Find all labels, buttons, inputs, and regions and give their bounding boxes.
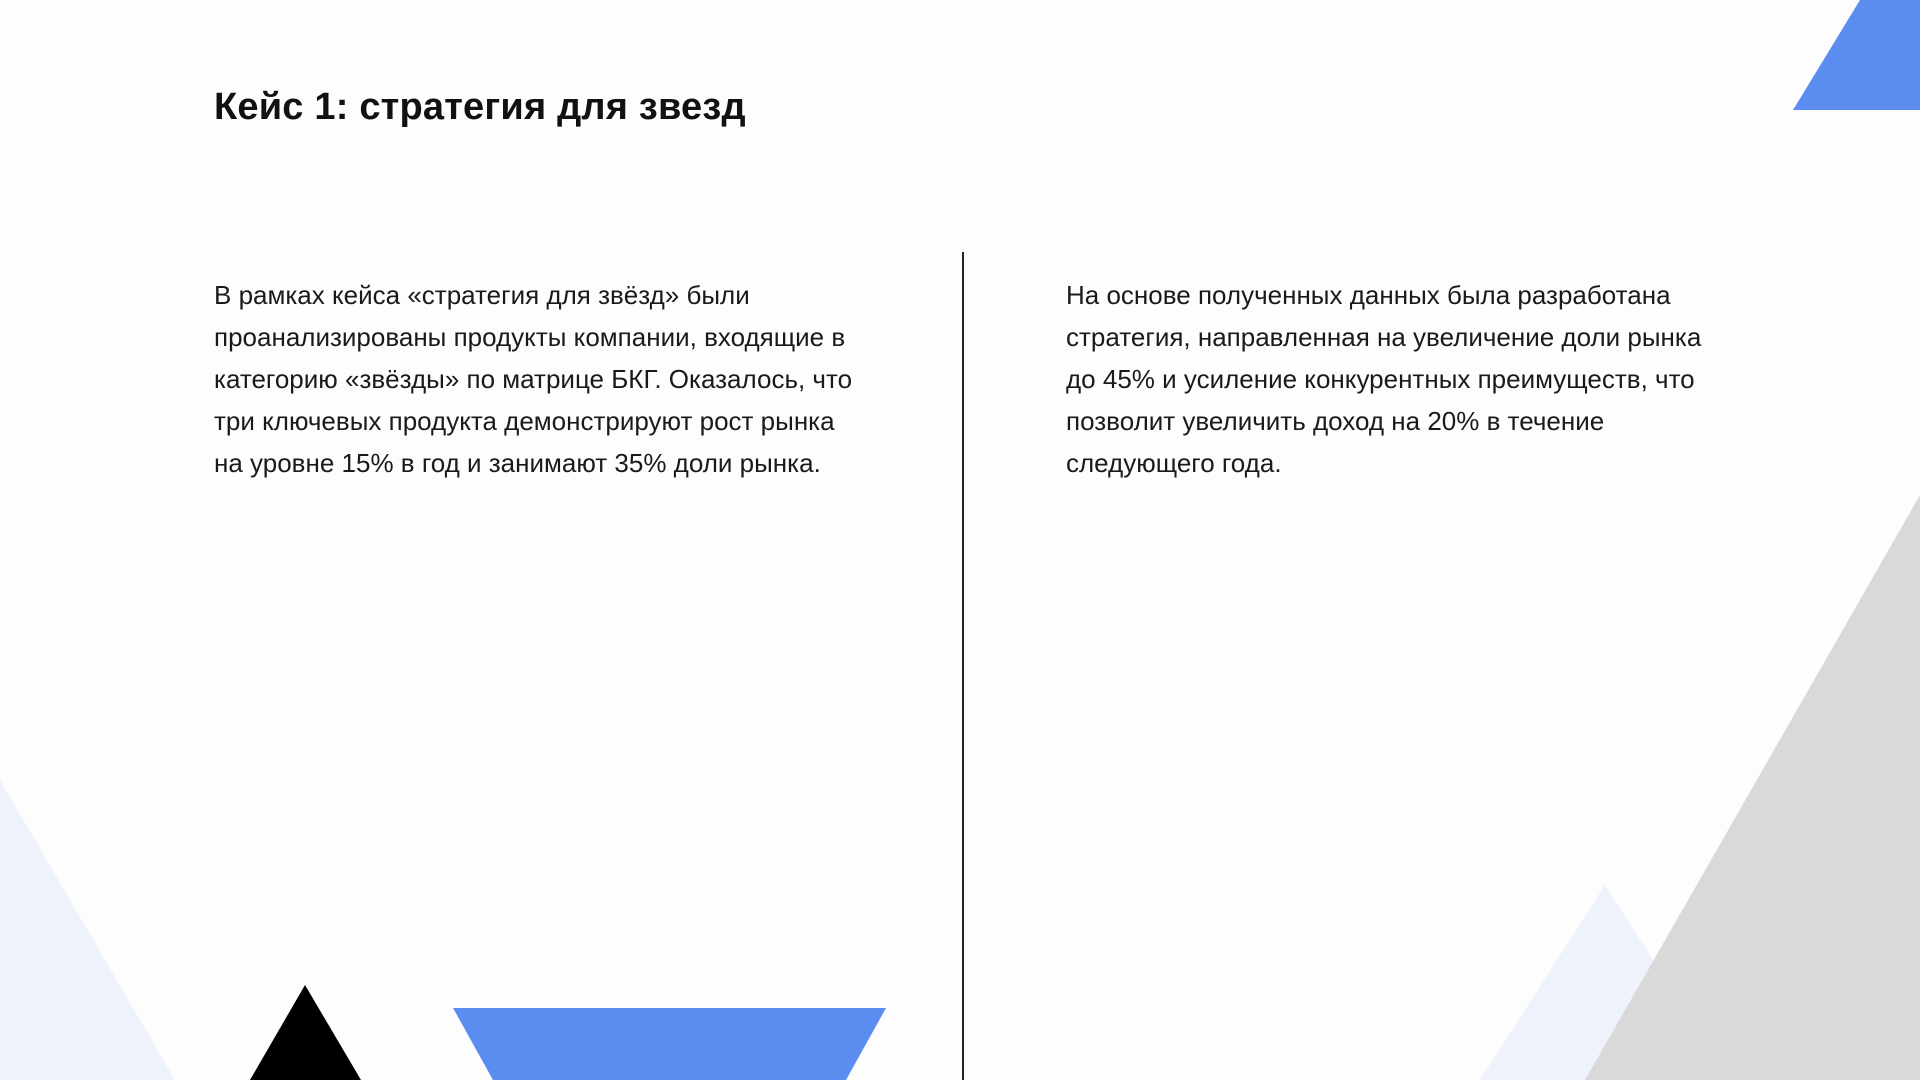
- blue-bottom-trapezoid: [453, 1008, 886, 1080]
- gray-right-parallelogram: [1585, 495, 1920, 1080]
- slide-title: Кейс 1: стратегия для звезд: [214, 86, 746, 128]
- column-divider: [962, 252, 964, 1080]
- black-bottom-triangle: [250, 985, 361, 1080]
- right-column-text: На основе полученных данных была разработана стратегия, направленная на увеличение доли рынка до 45% и усиление конкурентных преимуществ, что позволит увеличить доход на 20% в течение следующего года.: [1066, 280, 1702, 478]
- left-column-text: В рамках кейса «стратегия для звёзд» были проанализированы продукты компании, входящие в категорию «звёзды» по матрице БКГ. Оказалось, что три ключевых продукта демонстрируют рост рынка на уровне 15% в год и занимают 35% доли рынка.: [214, 280, 853, 478]
- pale-left-triangle: [0, 780, 175, 1080]
- blue-top-right-parallelogram: [1793, 0, 1920, 110]
